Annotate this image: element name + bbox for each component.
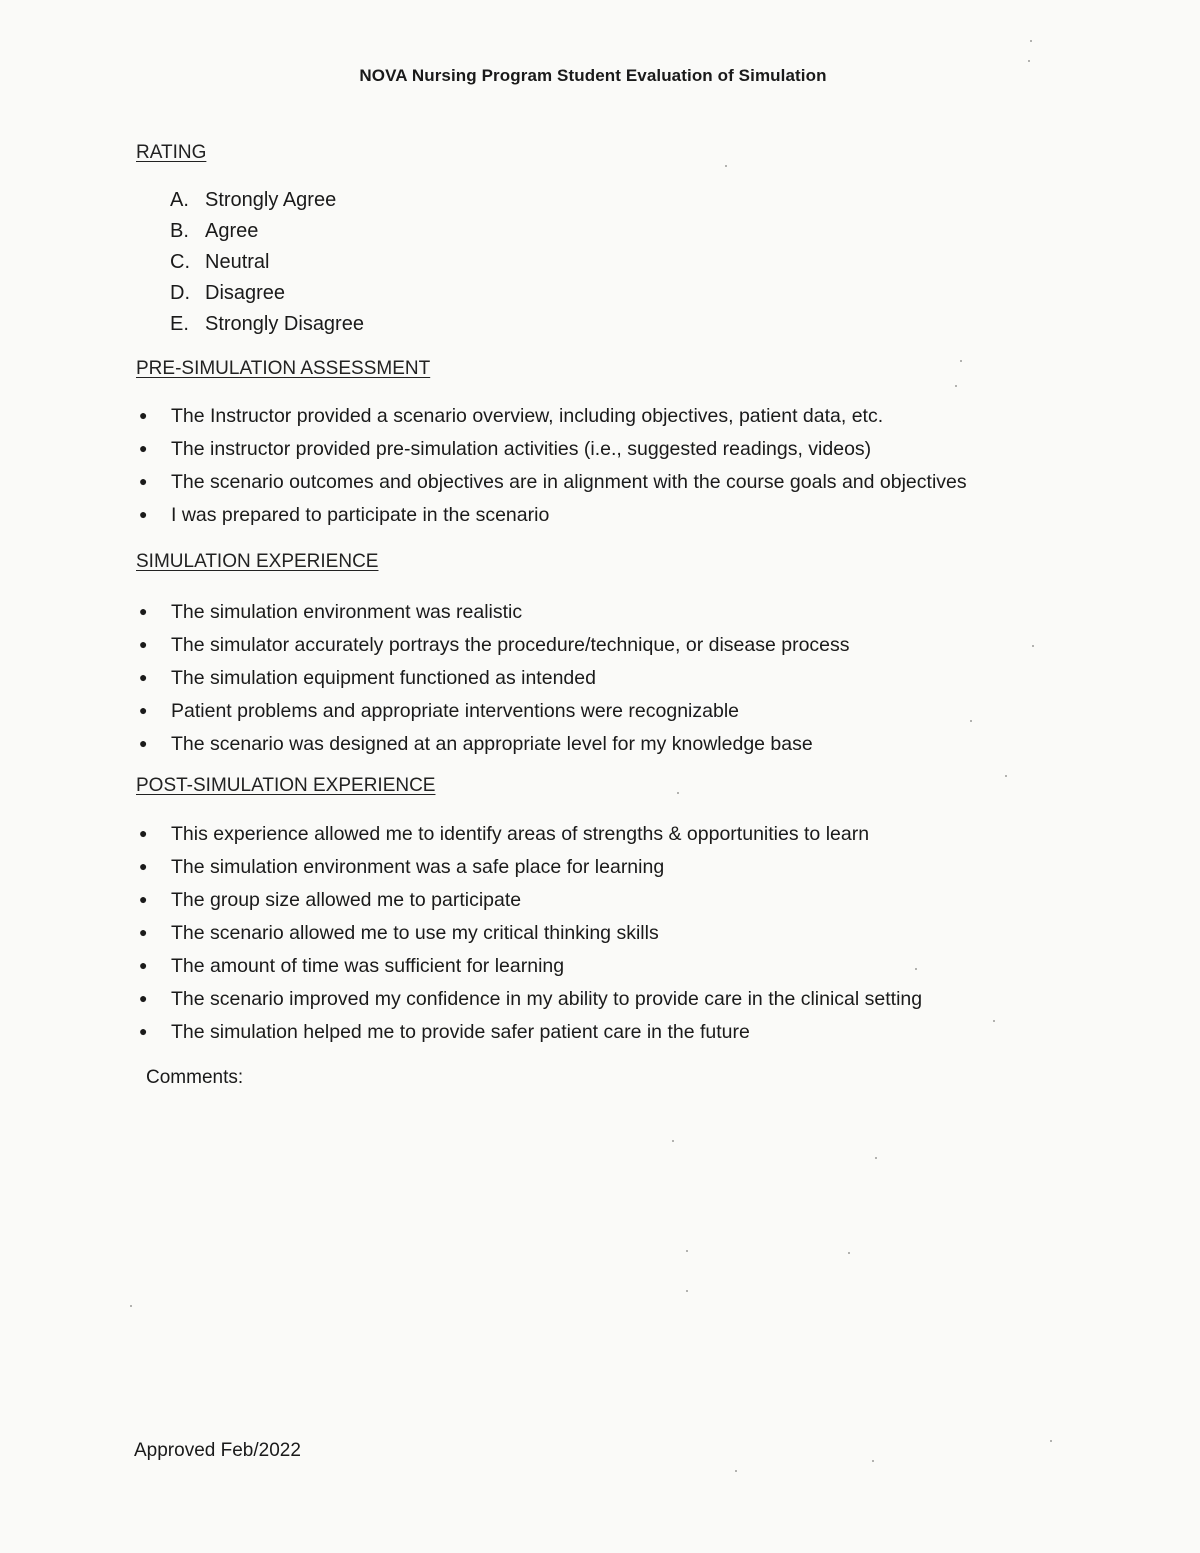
list-item: [136, 501, 967, 534]
list-item: [136, 664, 850, 697]
list-item: [136, 402, 967, 435]
rating-letter: B.: [170, 220, 189, 242]
item-text: The simulation helped me to provide safer patient care in the future: [171, 1021, 750, 1043]
simulation-experience-heading: SIMULATION EXPERIENCE: [136, 551, 379, 572]
rating-option: [170, 186, 364, 217]
rating-letter: A.: [170, 189, 189, 211]
rating-label: Strongly Agree: [205, 189, 337, 211]
list-item: [136, 697, 850, 730]
item-text: The simulator accurately portrays the procedure/technique, or disease process: [171, 634, 850, 656]
list-item: [136, 1018, 922, 1051]
bullet-icon: ●: [139, 858, 148, 874]
rating-option: [170, 279, 364, 310]
list-item: [136, 853, 922, 886]
item-text: Patient problems and appropriate interventions were recognizable: [171, 700, 740, 722]
bullet-icon: ●: [139, 957, 148, 973]
bullet-icon: ●: [139, 891, 148, 907]
bullet-icon: ●: [139, 473, 148, 489]
item-text: The instructor provided pre-simulation activities (i.e., suggested readings, videos): [171, 438, 872, 460]
rating-option: [170, 217, 364, 248]
list-item: [136, 952, 922, 985]
rating-letter: C.: [170, 251, 190, 273]
list-item: [136, 631, 850, 664]
pre-simulation-list: [136, 402, 967, 534]
bullet-icon: ●: [139, 825, 148, 841]
item-text: The simulation environment was a safe place for learning: [171, 856, 665, 878]
list-item: [136, 886, 922, 919]
list-item: [136, 820, 922, 853]
list-item: [136, 435, 967, 468]
rating-option: [170, 248, 364, 279]
item-text: The simulation environment was realistic: [171, 601, 523, 623]
bullet-icon: ●: [139, 407, 148, 423]
rating-label: Strongly Disagree: [205, 313, 364, 335]
list-item: [136, 919, 922, 952]
pre-simulation-heading: PRE-SIMULATION ASSESSMENT: [136, 358, 431, 379]
item-text: This experience allowed me to identify areas of strengths & opportunities to learn: [171, 823, 870, 845]
item-text: The amount of time was sufficient for learning: [171, 955, 565, 977]
post-simulation-list: [136, 820, 922, 1051]
item-text: The scenario was designed at an appropriate level for my knowledge base: [171, 733, 813, 755]
list-item: [136, 985, 922, 1018]
rating-heading: RATING: [136, 142, 207, 163]
bullet-icon: ●: [139, 924, 148, 940]
rating-letter: D.: [170, 282, 190, 304]
bullet-icon: ●: [139, 702, 148, 718]
bullet-icon: ●: [139, 990, 148, 1006]
bullet-icon: ●: [139, 669, 148, 685]
rating-scale-list: [170, 186, 364, 341]
document-title: NOVA Nursing Program Student Evaluation of Simulation: [359, 66, 827, 85]
rating-option: [170, 310, 364, 341]
rating-label: Agree: [205, 220, 259, 242]
list-item: [136, 730, 850, 763]
list-item: [136, 468, 967, 501]
item-text: The simulation equipment functioned as intended: [171, 667, 596, 689]
rating-letter: E.: [170, 313, 189, 335]
bullet-icon: ●: [139, 440, 148, 456]
comments-label: Comments:: [146, 1067, 244, 1088]
list-item: [136, 598, 850, 631]
bullet-icon: ●: [139, 603, 148, 619]
item-text: I was prepared to participate in the scenario: [171, 504, 550, 526]
item-text: The scenario allowed me to use my critical thinking skills: [171, 922, 659, 944]
rating-label: Neutral: [205, 251, 270, 273]
bullet-icon: ●: [139, 735, 148, 751]
item-text: The scenario outcomes and objectives are in alignment with the course goals and objectives: [171, 471, 967, 493]
bullet-icon: ●: [139, 636, 148, 652]
bullet-icon: ●: [139, 506, 148, 522]
rating-label: Disagree: [205, 282, 286, 304]
item-text: The Instructor provided a scenario overview, including objectives, patient data, etc.: [171, 405, 884, 427]
item-text: The scenario improved my confidence in my ability to provide care in the clinical setting: [171, 988, 923, 1010]
approval-footer: Approved Feb/2022: [134, 1440, 301, 1461]
bullet-icon: ●: [139, 1023, 148, 1039]
item-text: The group size allowed me to participate: [171, 889, 522, 911]
post-simulation-heading: POST-SIMULATION EXPERIENCE: [136, 775, 436, 796]
simulation-experience-list: [136, 598, 850, 763]
